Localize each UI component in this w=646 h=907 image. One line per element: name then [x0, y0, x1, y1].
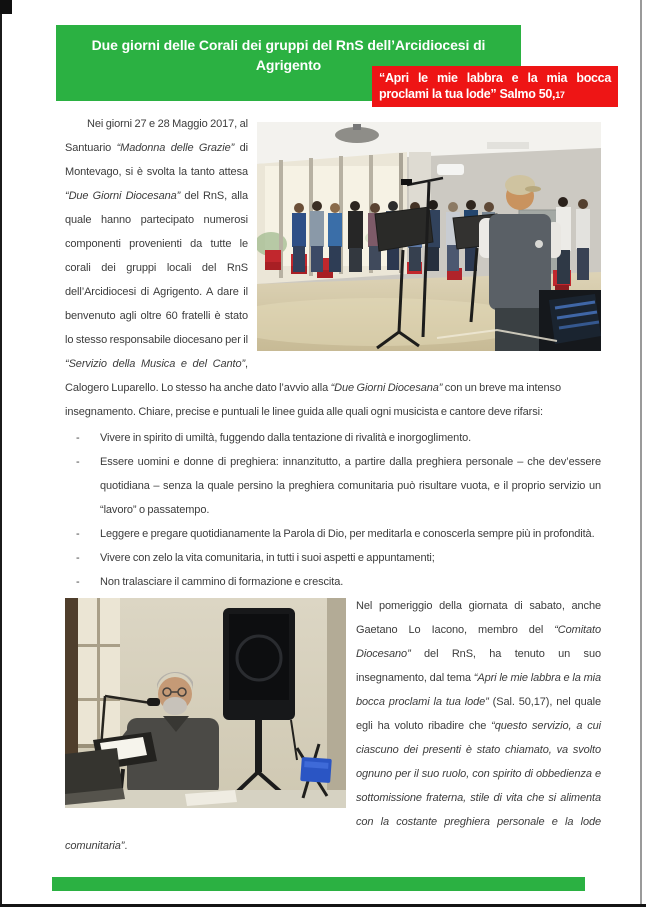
title-line-2: Agrigento — [255, 57, 322, 73]
stage-monitor — [539, 290, 601, 351]
list-item-text: Vivere con zelo la vita comunitaria, in tutti i suoi aspetti e appuntamenti; — [100, 552, 435, 564]
scan-edge-right — [640, 0, 642, 907]
scan-corner-artifact — [0, 0, 12, 14]
list-item-marker: - — [76, 576, 80, 588]
article-section-1 — [65, 112, 601, 594]
list-item — [65, 450, 601, 522]
window — [78, 598, 120, 748]
psalm-quote-text: “Apri le mie labbra e la mia bocca proclami la tua lode” Salmo 50, — [379, 71, 611, 101]
psalm-quote-box — [372, 66, 618, 107]
list-item-marker: - — [76, 528, 80, 540]
afternoon-run: Nel pomeriggio della giornata di sabato, anche Gaetano Lo Iacono, membro del — [356, 600, 601, 636]
list-item-text: Leggere e pregare quotidianamente la Parola di Dio, per meditarla e conoscerla sempre più in profondità. — [100, 528, 595, 540]
list-item-text: Non tralasciare il cammino di formazione e crescita. — [100, 576, 344, 588]
list-item-text: Vivere in spirito di umiltà, fuggendo dalla tentazione di rivalità e inorgoglimento. — [100, 432, 472, 444]
footer-banner — [52, 877, 585, 891]
list-item — [65, 570, 601, 594]
air-conditioner — [437, 164, 464, 175]
list-item — [65, 426, 601, 450]
list-item-text: Essere uomini e donne di preghiera: innanzitutto, a partire dalla preghiera personale – che dev’essere quotidiana – senza la quale persino la preghiera comunitaria può risultare vuota, e il proprio servizio un “lavoro” o passatempo. — [100, 456, 601, 516]
photo-speaker-lectern — [65, 598, 346, 808]
article-section-2: Nel pomeriggio della giornata di sabato, anche Gaetano Lo Iacono, membro del “Comitato Diocesano” del RnS, ha tenuto un suo insegnamento, dal tema “Apri le mie labbra e la mia bocca proclami la tua lode” (Sal. 50,17), nel quale egli ha voluto ribadire che “questo servizio, a cui ciascuno dei presenti è stato chiamato, va svolto ognuno per il suo ruolo, con spirito di obbedienza e sottomissione fraterna, stile di vita che si alimenta con la costante preghiera personale e la lode comunitaria”. — [65, 600, 601, 852]
scan-edge-left — [0, 0, 2, 907]
list-item — [65, 546, 601, 570]
guidelines-intro: insegnamento. Chiare, precise e puntuali le linee guida alle quali ogni musicista e cantore deve rifarsi: — [65, 406, 543, 418]
photo-speaker-lectern-graphic — [65, 598, 346, 808]
intro-run: Nei giorni 27 e 28 Maggio 2017, al Santuario — [65, 118, 248, 154]
laptop — [65, 748, 125, 805]
psalm-verse-number: 17 — [555, 90, 565, 100]
list-item-marker: - — [76, 456, 80, 468]
list-item-marker: - — [76, 432, 80, 444]
intro-paragraph: Nei giorni 27 e 28 Maggio 2017, al Santuario “Madonna delle Grazie” di Montevago, si è svolta la tanto attesa “Due Giorni Diocesana” del RnS, alla quale hanno partecipato numerosi componenti provenienti da tutte le corali dei gruppi locali del RnS dell’Arcidiocesi di Agrigento. A dare il benvenuto agli oltre 60 fratelli è stato lo stesso responsabile diocesano per il “Servizio della Musica e del Canto”, Calogero Luparello. Lo stesso ha anche dato l’avvio alla “Due Giorni Diocesana” con un breve ma intenso — [65, 112, 601, 400]
list-item-marker: - — [76, 552, 80, 564]
title-line-1: Due giorni delle Corali dei gruppi del RnS dell’Arcidiocesi di — [91, 37, 486, 53]
list-item — [65, 522, 601, 546]
photo-choir-rehearsal-graphic — [257, 122, 601, 351]
photo-choir-rehearsal — [257, 122, 601, 351]
guidelines-list — [65, 426, 601, 594]
